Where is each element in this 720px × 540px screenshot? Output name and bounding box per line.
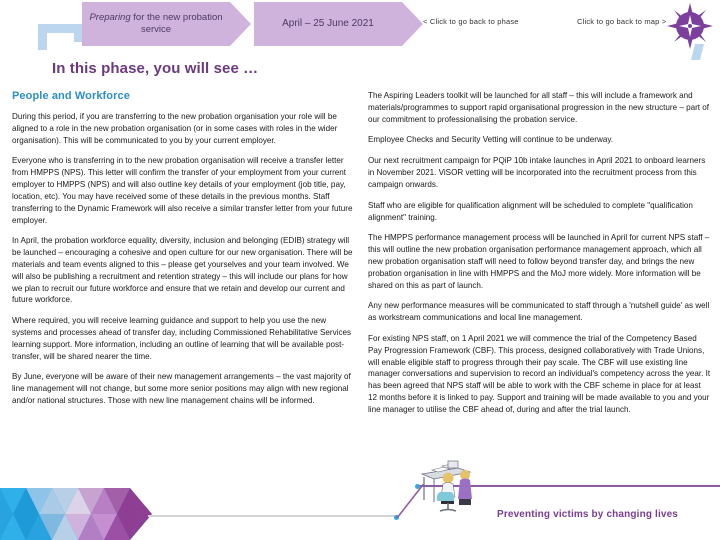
right-paragraph: Staff who are eligible for qualification alignment will be scheduled to complete "qualification alignment" training. bbox=[368, 200, 693, 222]
dates-chevron-banner[interactable] bbox=[254, 2, 402, 46]
right-paragraph: The Aspiring Leaders toolkit will be launched for all staff – this will include a framework and materials/programmes to support rapid organisational progression in the new structure – part of our commitment to professionalising the probation service. bbox=[368, 91, 710, 124]
footer-tagline: Preventing victims by changing lives bbox=[497, 509, 679, 520]
page-title: In this phase, you will see … bbox=[52, 60, 259, 77]
desk-worker-illustration bbox=[418, 458, 490, 516]
right-paragraph: Employee Checks and Security Vetting will continue to be underway. bbox=[368, 135, 614, 145]
right-content-column bbox=[368, 90, 712, 416]
left-content-column bbox=[12, 90, 356, 407]
left-paragraph: Everyone who is transferring in to the new probation organisation will receive a transfer letter from HMPPS (NPS). This letter will confirm the transfer of your employment from your current employer to HMPPS (NPS) and will also outline key details of your employment (job title, pay, location, etc). You may have received some of these details in the previous months. Staff transferring to the Dynamic Framework will also receive a similar transfer letter from your future employer. bbox=[12, 156, 353, 225]
section-heading-people-and-workforce: People and Workforce bbox=[12, 90, 130, 102]
phase-chevron-emphasis: Preparing bbox=[89, 12, 131, 24]
phase-chevron-rest: for the new probation service bbox=[130, 12, 223, 35]
left-paragraph: During this period, if you are transferring to the new probation organisation your role will be aligned to a role in the new probation organisation (or in some cases with roles in the wider organisation). This will be communicated to you by your current employer. bbox=[12, 112, 338, 145]
back-to-phase-link[interactable]: < Click to go back to phase bbox=[423, 17, 519, 26]
right-paragraph: Any new performance measures will be communicated to staff through a 'nutshell guide' as well as workstream communications and local line management. bbox=[368, 301, 710, 323]
left-paragraph: In April, the probation workforce equality, diversity, inclusion and belonging (EDIB) strategy will be launched – encouraging a cohesive and open culture for our new organisation. There will be materials and team events aligned to this – please get yourselves and your team involved. We will also be publishing a recruitment and retention strategy – this will include our plans for how we plan to recruit our future workforce and ensure that we retain and develop our current and future workforce. bbox=[12, 236, 353, 305]
page-header bbox=[0, 0, 720, 56]
corner-bracket-decoration bbox=[38, 14, 82, 50]
right-paragraph: For existing NPS staff, on 1 April 2021 we will commence the trial of the Competency Based Pay Progression Framework (CBF). This process, designed collaboratively with Trade Unions, will enable eligible staff to progress through their pay scale. The CBF will use existing line manager conversations and supervision to record an individual's competency across the year. It has been agreed that NPS staff will be able to work with the CBF scheme in place for at least 12 months before it is linked to pay. Support and training will be made available to you and your line manager to utilise the CBF ahead of, during and after the trial launch. bbox=[368, 334, 711, 414]
dates-chevron-label: April – 25 June 2021 bbox=[282, 17, 374, 29]
compass-icon[interactable] bbox=[666, 2, 714, 50]
back-to-map-link[interactable]: Click to go back to map > bbox=[577, 17, 667, 26]
right-paragraph: Our next recruitment campaign for PQiP 10b intake launches in April 2021 to onboard learners in November 2021. ViSOR vetting will be incorporated into the recruitment process from this campaign onwards. bbox=[368, 156, 706, 189]
bracket-vertical-bar bbox=[38, 24, 47, 50]
left-paragraph: Where required, you will receive learning guidance and support to help you use the new systems and processes ahead of transfer day, including Commissioned Rehabilitative Services learning support. More information, including an outline of learning that will be available post-transfer, will be shared nearer the time. bbox=[12, 316, 352, 361]
footer-horizontal-rule-left bbox=[148, 515, 398, 517]
footer-geometric-banner bbox=[0, 488, 152, 540]
left-paragraph: By June, everyone will be aware of their new management arrangements – the vast majority of line management will not change, but some more senior positions may align with new regional and/or national structures. Those with new line management chains will be informed. bbox=[12, 372, 351, 406]
right-paragraph: The HMPPS performance management process will be launched in April for current NPS staff – this will outline the new probation organisation performance management approach, which all new probation organisation staff will need to follow beyond transfer day, and brings the new probation organisation in line with HMPPS and the MoJ more widely. More information will be shared on this as part of launch. bbox=[368, 233, 710, 290]
phase-chevron-banner[interactable] bbox=[82, 2, 230, 46]
